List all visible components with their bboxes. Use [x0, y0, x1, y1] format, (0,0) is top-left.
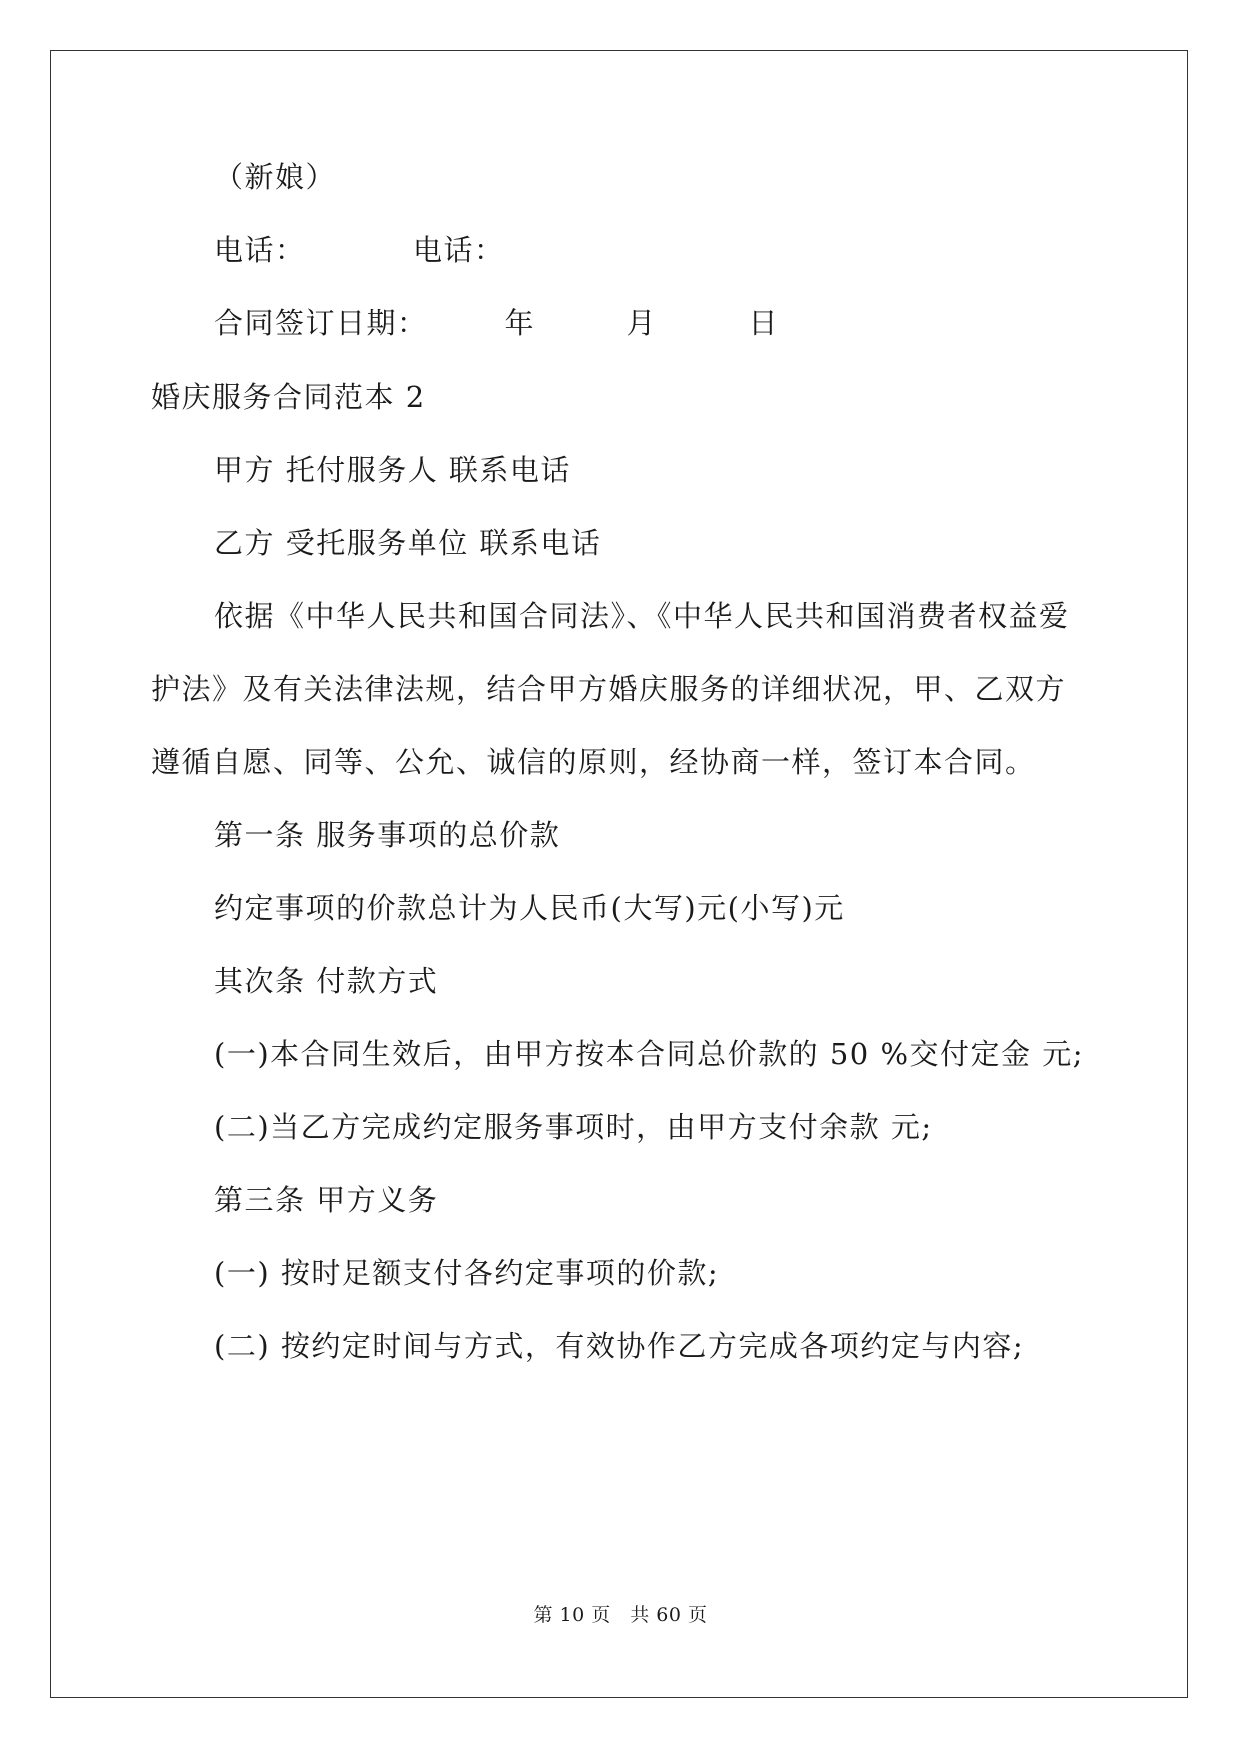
text-line-sign-date: 合同签订日期： 年 月 日	[214, 306, 780, 340]
text-line-party-b: 乙方 受托服务单位 联系电话	[214, 526, 602, 560]
paragraph-line: 护法》及有关法律法规，结合甲方婚庆服务的详细状况，甲、乙双方	[151, 672, 1067, 706]
article-heading-1: 第一条 服务事项的总价款	[214, 818, 561, 852]
article-heading-2: 其次条 付款方式	[214, 964, 439, 998]
page-number: 第 10 页 共 60 页	[533, 1604, 708, 1626]
clause-line: (二)当乙方完成约定服务事项时，由甲方支付余款 元;	[214, 1110, 933, 1144]
clause-line: (二) 按约定时间与方式，有效协作乙方完成各项约定与内容;	[214, 1329, 1025, 1363]
text-line-price: 约定事项的价款总计为人民币(大写)元(小写)元	[214, 891, 845, 925]
text-line-phone: 电话： 电话：	[214, 233, 505, 267]
clause-line: (一)本合同生效后，由甲方按本合同总价款的 50 %交付定金 元;	[214, 1037, 1085, 1071]
paragraph-line: 依据《中华人民共和国合同法》、《中华人民共和国消费者权益爱	[214, 599, 1070, 633]
section-title: 婚庆服务合同范本 2	[151, 380, 426, 414]
text-line-party-a: 甲方 托付服务人 联系电话	[214, 453, 571, 487]
paragraph-line: 遵循自愿、同等、公允、诚信的原则，经协商一样，签订本合同。	[151, 745, 1036, 779]
article-heading-3: 第三条 甲方义务	[214, 1183, 439, 1217]
page-border	[50, 50, 1188, 1698]
text-line-bride: （新娘）	[214, 160, 337, 194]
clause-line: (一) 按时足额支付各约定事项的价款;	[214, 1256, 720, 1290]
